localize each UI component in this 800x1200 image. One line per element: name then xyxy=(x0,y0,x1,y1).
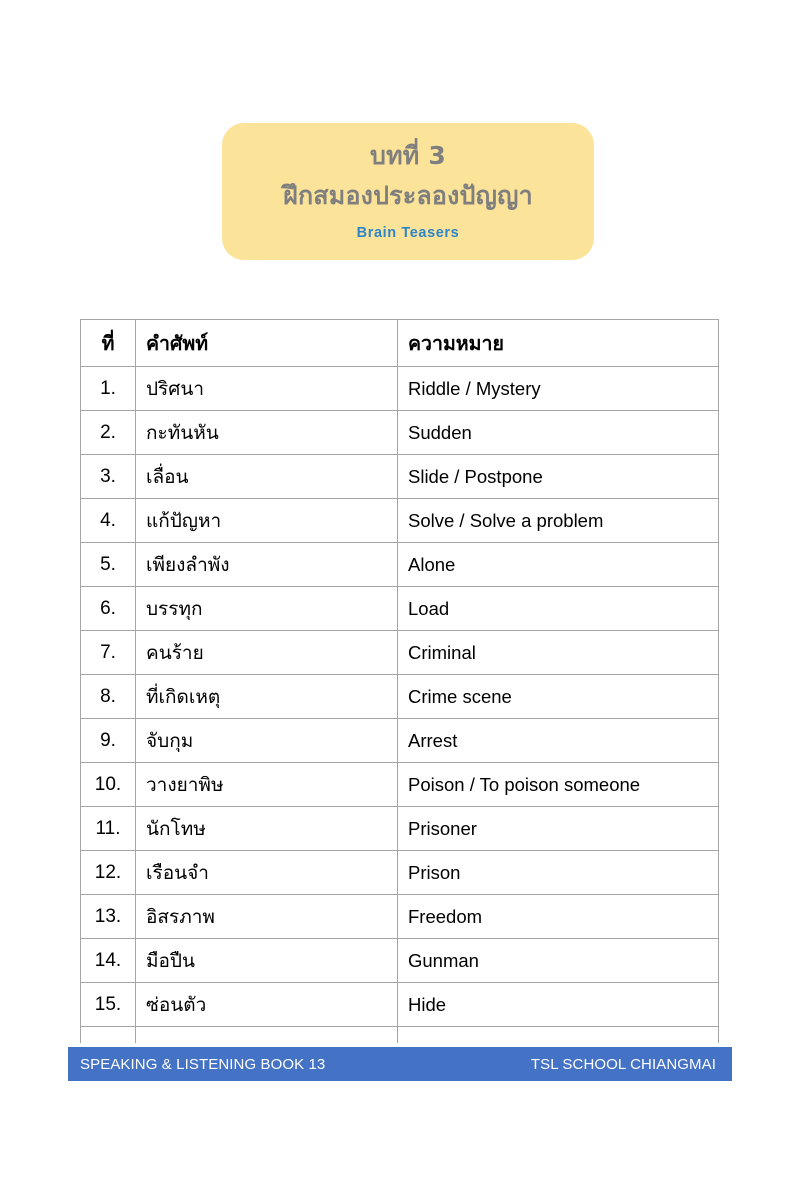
cell-meaning: Riddle / Mystery xyxy=(398,367,719,411)
cell-number: 9. xyxy=(81,719,136,763)
table-row xyxy=(81,631,719,675)
cell-meaning: Gunman xyxy=(398,939,719,983)
table-body xyxy=(81,367,719,1043)
table-row xyxy=(81,411,719,455)
cell-word: ปริศนา xyxy=(136,367,398,411)
table-row xyxy=(81,587,719,631)
cell-number: 2. xyxy=(81,411,136,455)
cell-meaning: Solve / Solve a problem xyxy=(398,499,719,543)
cell-word: บรรทุก xyxy=(136,587,398,631)
chapter-subtitle-english: Brain Teasers xyxy=(356,225,460,242)
cell-empty xyxy=(136,1027,398,1043)
cell-empty xyxy=(81,1027,136,1043)
cell-number: 6. xyxy=(81,587,136,631)
chapter-number-label: บทที่ 3 xyxy=(370,141,446,170)
footer-school-name: TSL SCHOOL CHIANGMAI xyxy=(530,1055,716,1073)
cell-meaning: Criminal xyxy=(398,631,719,675)
table-row xyxy=(81,807,719,851)
cell-meaning: Poison / To poison someone xyxy=(398,763,719,807)
cell-number: 7. xyxy=(81,631,136,675)
cell-meaning: Prison xyxy=(398,851,719,895)
cell-number: 15. xyxy=(81,983,136,1027)
cell-meaning: Arrest xyxy=(398,719,719,763)
cell-number: 10. xyxy=(81,763,136,807)
cell-number: 5. xyxy=(81,543,136,587)
table-row xyxy=(81,455,719,499)
cell-word: กะทันหัน xyxy=(136,411,398,455)
cell-meaning: Freedom xyxy=(398,895,719,939)
table-row xyxy=(81,939,719,983)
cell-word: อิสรภาพ xyxy=(136,895,398,939)
cell-number: 12. xyxy=(81,851,136,895)
cell-meaning: Alone xyxy=(398,543,719,587)
cell-word: แก้ปัญหา xyxy=(136,499,398,543)
cell-empty xyxy=(398,1027,719,1043)
table-row xyxy=(81,895,719,939)
cell-number: 11. xyxy=(81,807,136,851)
table-row-partial xyxy=(81,1027,719,1043)
cell-number: 4. xyxy=(81,499,136,543)
column-header-number: ที่ xyxy=(81,320,136,367)
table-row xyxy=(81,675,719,719)
cell-word: วางยาพิษ xyxy=(136,763,398,807)
page-footer-bar xyxy=(68,1047,732,1081)
table-row xyxy=(81,983,719,1027)
table-row xyxy=(81,499,719,543)
cell-word: เพียงลำพัง xyxy=(136,543,398,587)
table-row xyxy=(81,367,719,411)
footer-book-title: SPEAKING & LISTENING BOOK 13 xyxy=(80,1055,326,1073)
cell-word: เลื่อน xyxy=(136,455,398,499)
table-header-row-group xyxy=(81,320,719,367)
cell-word: ซ่อนตัว xyxy=(136,983,398,1027)
table-row xyxy=(81,763,719,807)
table-row xyxy=(81,719,719,763)
vocabulary-table xyxy=(80,319,719,1043)
cell-meaning: Prisoner xyxy=(398,807,719,851)
column-header-meaning: ความหมาย xyxy=(398,320,719,367)
cell-number: 13. xyxy=(81,895,136,939)
cell-number: 3. xyxy=(81,455,136,499)
cell-word: ที่เกิดเหตุ xyxy=(136,675,398,719)
table-row xyxy=(81,851,719,895)
cell-meaning: Slide / Postpone xyxy=(398,455,719,499)
cell-number: 8. xyxy=(81,675,136,719)
cell-word: มือปืน xyxy=(136,939,398,983)
cell-meaning: Crime scene xyxy=(398,675,719,719)
cell-meaning: Sudden xyxy=(398,411,719,455)
table-row xyxy=(81,543,719,587)
cell-number: 1. xyxy=(81,367,136,411)
cell-word: คนร้าย xyxy=(136,631,398,675)
cell-word: จับกุม xyxy=(136,719,398,763)
cell-meaning: Hide xyxy=(398,983,719,1027)
cell-meaning: Load xyxy=(398,587,719,631)
cell-word: เรือนจำ xyxy=(136,851,398,895)
chapter-title-thai: ฝึกสมองประลองปัญญา xyxy=(283,180,533,210)
cell-word: นักโทษ xyxy=(136,807,398,851)
cell-number: 14. xyxy=(81,939,136,983)
table-header-row xyxy=(81,320,719,367)
column-header-word: คำศัพท์ xyxy=(136,320,398,367)
chapter-header-banner xyxy=(222,123,594,260)
